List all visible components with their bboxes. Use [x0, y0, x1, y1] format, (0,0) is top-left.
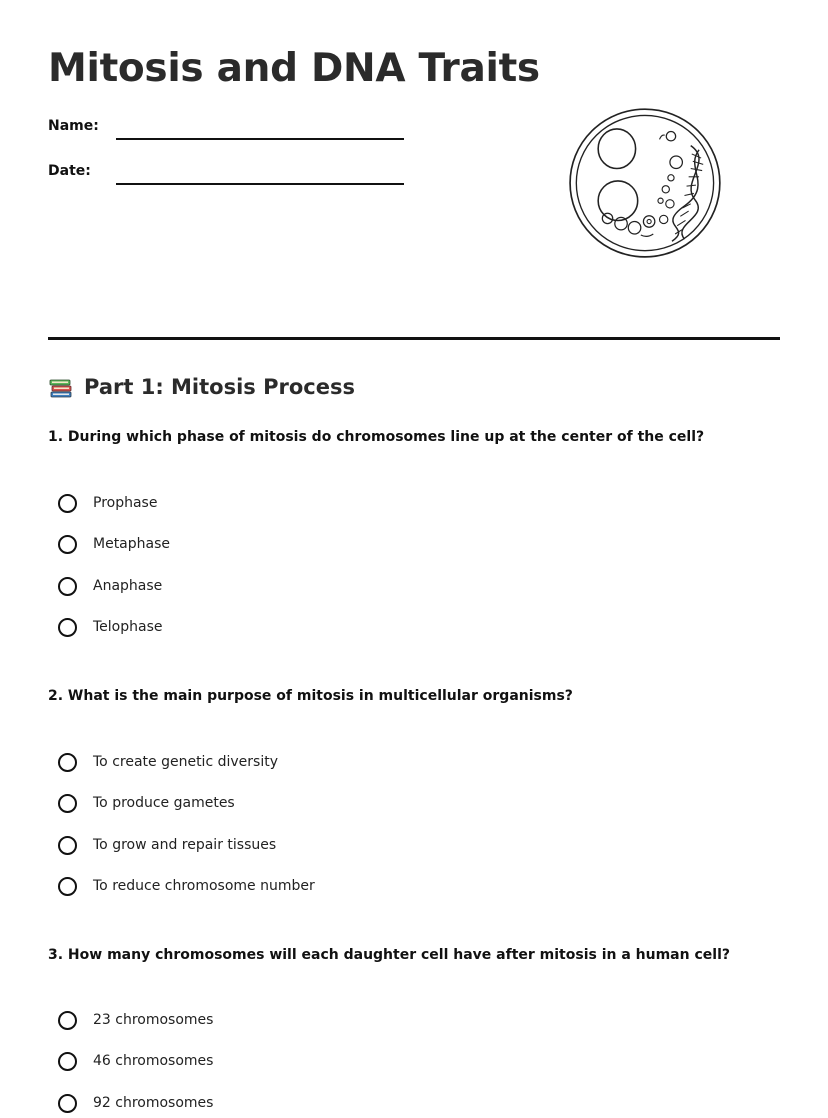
name-line[interactable] [116, 138, 404, 140]
section-heading [48, 374, 355, 400]
radio-button[interactable] [58, 535, 77, 554]
q3-option-1[interactable] [58, 1007, 213, 1033]
name-label: Name: [48, 118, 99, 134]
question-3: 3. How many chromosomes will each daughter cell have after mitosis in a human cell? [48, 947, 730, 963]
option-label: To create genetic diversity [93, 754, 278, 770]
option-label: Metaphase [93, 536, 171, 552]
question-2: 2. What is the main purpose of mitosis in multicellular organisms? [48, 688, 573, 704]
question-1: 1. During which phase of mitosis do chromosomes line up at the center of the cell? [48, 429, 705, 445]
option-label: Anaphase [93, 578, 163, 594]
radio-button[interactable] [58, 877, 77, 896]
option-label: To grow and repair tissues [93, 837, 277, 853]
q3-option-3[interactable] [58, 1090, 213, 1116]
date-label: Date: [48, 163, 91, 179]
option-label: Prophase [93, 495, 158, 511]
option-label: 92 chromosomes [93, 1095, 214, 1111]
q3-option-2[interactable] [58, 1048, 213, 1074]
radio-button[interactable] [58, 753, 77, 772]
radio-button[interactable] [58, 618, 77, 637]
option-label: To produce gametes [93, 795, 235, 811]
option-label: 46 chromosomes [93, 1053, 214, 1069]
cell-dna-illustration [568, 104, 724, 260]
section-divider [48, 337, 780, 340]
q2-option-3[interactable] [58, 832, 276, 858]
radio-button[interactable] [58, 836, 77, 855]
books-icon [48, 374, 74, 400]
q2-option-4[interactable] [58, 873, 315, 899]
option-label: To reduce chromosome number [93, 878, 315, 894]
q1-option-4[interactable] [58, 614, 163, 640]
option-label: 23 chromosomes [93, 1012, 214, 1028]
worksheet-page [48, 0, 780, 1118]
q1-option-3[interactable] [58, 573, 162, 599]
radio-button[interactable] [58, 494, 77, 513]
q1-option-2[interactable] [58, 531, 170, 557]
q2-option-1[interactable] [58, 749, 278, 775]
q1-option-1[interactable] [58, 490, 157, 516]
date-line[interactable] [116, 183, 404, 185]
radio-button[interactable] [58, 1094, 77, 1113]
section-title: Part 1: Mitosis Process [84, 375, 355, 399]
radio-button[interactable] [58, 1011, 77, 1030]
radio-button[interactable] [58, 794, 77, 813]
q2-option-2[interactable] [58, 790, 235, 816]
option-label: Telophase [93, 619, 163, 635]
radio-button[interactable] [58, 1052, 77, 1071]
worksheet-title: Mitosis and DNA Traits [48, 46, 540, 91]
radio-button[interactable] [58, 577, 77, 596]
